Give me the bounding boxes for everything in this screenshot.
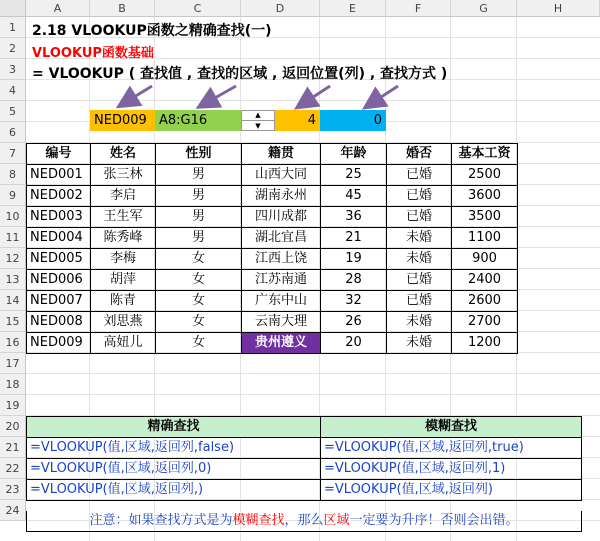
table-cell[interactable]: 女 <box>155 290 242 312</box>
table-cell[interactable]: 19 <box>320 248 387 270</box>
row-header-6[interactable]: 6 <box>0 122 26 143</box>
table-header-cell[interactable]: 婚否 <box>386 143 452 165</box>
note-text-2: 模糊查找 <box>232 513 285 528</box>
table-cell[interactable]: 已婚 <box>386 206 452 228</box>
table-cell[interactable]: 江苏南通 <box>241 269 321 291</box>
spin-button[interactable] <box>241 110 275 131</box>
row-header-4[interactable]: 4 <box>0 80 26 101</box>
fuzzy-match-header[interactable]: 模糊查找 <box>320 416 582 438</box>
exact-formula-cell[interactable]: =VLOOKUP(值,区域,返回列,) <box>26 479 321 501</box>
table-cell[interactable]: 男 <box>155 164 242 186</box>
table-cell[interactable]: 张三林 <box>90 164 156 186</box>
row-header-13[interactable]: 13 <box>0 269 26 290</box>
table-cell[interactable]: 3500 <box>451 206 518 228</box>
table-cell[interactable]: NED008 <box>26 311 91 333</box>
table-cell[interactable]: 45 <box>320 185 387 207</box>
row-header-17[interactable]: 17 <box>0 353 26 374</box>
row-header-14[interactable]: 14 <box>0 290 26 311</box>
note-text-1: 注意：如果查找方式是为 <box>89 513 233 528</box>
table-header-cell[interactable]: 基本工资 <box>451 143 518 165</box>
column-header-b[interactable]: B <box>90 0 155 17</box>
table-cell[interactable]: 陈青 <box>90 290 156 312</box>
table-cell[interactable]: 山西大同 <box>241 164 321 186</box>
table-cell[interactable]: 26 <box>320 311 387 333</box>
table-cell[interactable]: 32 <box>320 290 387 312</box>
column-header-d[interactable]: D <box>241 0 320 17</box>
table-cell[interactable]: 胡萍 <box>90 269 156 291</box>
row-header-15[interactable]: 15 <box>0 311 26 332</box>
table-cell[interactable]: NED002 <box>26 185 91 207</box>
table-cell[interactable]: 李梅 <box>90 248 156 270</box>
table-cell[interactable]: 湖南永州 <box>241 185 321 207</box>
table-cell[interactable]: 2400 <box>451 269 518 291</box>
column-header-e[interactable]: E <box>320 0 386 17</box>
table-cell[interactable]: 四川成都 <box>241 206 321 228</box>
row-header-7[interactable]: 7 <box>0 143 26 164</box>
table-cell[interactable]: 未婚 <box>386 248 452 270</box>
table-cell[interactable]: 男 <box>155 227 242 249</box>
row-header-24[interactable]: 24 <box>0 500 26 521</box>
arrow-lookup <box>126 86 152 102</box>
note-text-3: ，那么 <box>284 513 324 528</box>
table-cell[interactable]: 900 <box>451 248 518 270</box>
table-cell[interactable]: 未婚 <box>386 227 452 249</box>
spin-up-icon[interactable]: ▲ <box>242 111 274 121</box>
arrow-col <box>304 86 330 103</box>
row-header-19[interactable]: 19 <box>0 395 26 416</box>
table-cell[interactable]: 男 <box>155 185 242 207</box>
row-header-23[interactable]: 23 <box>0 479 26 500</box>
note-text-4: 区域 <box>323 513 350 528</box>
table-cell[interactable]: NED003 <box>26 206 91 228</box>
table-cell[interactable]: 女 <box>155 269 242 291</box>
exact-match-header[interactable]: 精确查找 <box>26 416 321 438</box>
note-text-5: 一定要为升序！否则会出错。 <box>349 513 519 528</box>
table-cell[interactable]: NED005 <box>26 248 91 270</box>
table-cell[interactable]: 已婚 <box>386 269 452 291</box>
table-cell[interactable]: 女 <box>155 332 242 354</box>
spin-down-icon[interactable]: ▼ <box>255 122 261 130</box>
match-type-cell[interactable]: 0 <box>320 110 386 131</box>
table-cell[interactable]: 1100 <box>451 227 518 249</box>
row-header-12[interactable]: 12 <box>0 248 26 269</box>
sheet-subtitle[interactable]: VLOOKUP函数基础 <box>32 46 154 61</box>
lookup-value-cell[interactable]: NED009 <box>90 110 155 131</box>
table-cell[interactable]: 3600 <box>451 185 518 207</box>
table-cell[interactable]: 1200 <box>451 332 518 354</box>
fuzzy-formula-cell[interactable]: =VLOOKUP(值,区域,返回列,1) <box>320 458 582 480</box>
table-cell[interactable]: NED006 <box>26 269 91 291</box>
note-cell[interactable] <box>26 511 582 532</box>
row-header-8[interactable]: 8 <box>0 164 26 185</box>
range-cell[interactable]: A8:G16 <box>155 110 241 131</box>
table-cell[interactable]: 2700 <box>451 311 518 333</box>
table-header-cell[interactable]: 姓名 <box>90 143 156 165</box>
column-header-h[interactable]: H <box>517 0 600 17</box>
table-cell[interactable]: 已婚 <box>386 290 452 312</box>
table-cell[interactable]: 云南大理 <box>241 311 321 333</box>
table-cell[interactable]: 28 <box>320 269 387 291</box>
table-cell[interactable]: NED001 <box>26 164 91 186</box>
table-cell[interactable]: 湖北宜昌 <box>241 227 321 249</box>
row-header-20[interactable]: 20 <box>0 416 26 437</box>
table-cell[interactable]: NED007 <box>26 290 91 312</box>
row-header-2[interactable]: 2 <box>0 38 26 59</box>
table-cell[interactable]: 25 <box>320 164 387 186</box>
table-cell[interactable]: 21 <box>320 227 387 249</box>
column-header-c[interactable]: C <box>155 0 241 17</box>
column-header-a[interactable]: A <box>26 0 90 17</box>
table-cell[interactable]: 高妞儿 <box>90 332 156 354</box>
table-cell[interactable]: 未婚 <box>386 332 452 354</box>
table-cell[interactable]: 王生军 <box>90 206 156 228</box>
table-cell[interactable]: 男 <box>155 206 242 228</box>
table-cell[interactable]: 2500 <box>451 164 518 186</box>
table-cell[interactable]: 20 <box>320 332 387 354</box>
syntax-line[interactable]: = VLOOKUP ( 查找值 , 查找的区域 , 返回位置(列) , 查找方式 ) <box>32 66 448 82</box>
row-header-16[interactable]: 16 <box>0 332 26 353</box>
arrow-range <box>206 86 236 103</box>
row-header-10[interactable]: 10 <box>0 206 26 227</box>
table-cell[interactable]: NED004 <box>26 227 91 249</box>
fuzzy-formula-cell[interactable]: =VLOOKUP(值,区域,返回列,true) <box>320 437 582 459</box>
col-index-cell[interactable]: 4 <box>275 110 320 131</box>
row-header-18[interactable]: 18 <box>0 374 26 395</box>
row-header-1[interactable]: 1 <box>0 17 26 38</box>
table-cell[interactable]: 36 <box>320 206 387 228</box>
table-cell[interactable]: 未婚 <box>386 311 452 333</box>
table-cell[interactable]: 已婚 <box>386 185 452 207</box>
row-header-11[interactable]: 11 <box>0 227 26 248</box>
highlighted-result-cell[interactable]: 贵州遵义 <box>241 332 321 354</box>
table-header-cell[interactable]: 籍贯 <box>241 143 321 165</box>
table-cell[interactable]: 刘思燕 <box>90 311 156 333</box>
exact-formula-cell[interactable]: =VLOOKUP(值,区域,返回列,0) <box>26 458 321 480</box>
table-header-cell[interactable]: 性别 <box>155 143 242 165</box>
exact-formula-cell[interactable]: =VLOOKUP(值,区域,返回列,false) <box>26 437 321 459</box>
table-cell[interactable]: NED009 <box>26 332 91 354</box>
arrow-match <box>372 86 398 103</box>
table-cell[interactable]: 2600 <box>451 290 518 312</box>
table-cell[interactable]: 广东中山 <box>241 290 321 312</box>
row-header-21[interactable]: 21 <box>0 437 26 458</box>
table-cell[interactable]: 陈秀峰 <box>90 227 156 249</box>
column-header-f[interactable]: F <box>386 0 451 17</box>
table-header-cell[interactable]: 编号 <box>26 143 91 165</box>
fuzzy-formula-cell[interactable]: =VLOOKUP(值,区域,返回列) <box>320 479 582 501</box>
table-cell[interactable]: 李启 <box>90 185 156 207</box>
row-header-3[interactable]: 3 <box>0 59 26 80</box>
table-cell[interactable]: 女 <box>155 311 242 333</box>
table-cell[interactable]: 江西上饶 <box>241 248 321 270</box>
table-cell[interactable]: 已婚 <box>386 164 452 186</box>
column-header-g[interactable]: G <box>451 0 517 17</box>
row-header-5[interactable]: 5 <box>0 101 26 122</box>
row-header-22[interactable]: 22 <box>0 458 26 479</box>
table-cell[interactable]: 女 <box>155 248 242 270</box>
row-header-9[interactable]: 9 <box>0 185 26 206</box>
table-header-cell[interactable]: 年龄 <box>320 143 387 165</box>
sheet-title[interactable]: 2.18 VLOOKUP函数之精确查找(一) <box>32 23 272 39</box>
